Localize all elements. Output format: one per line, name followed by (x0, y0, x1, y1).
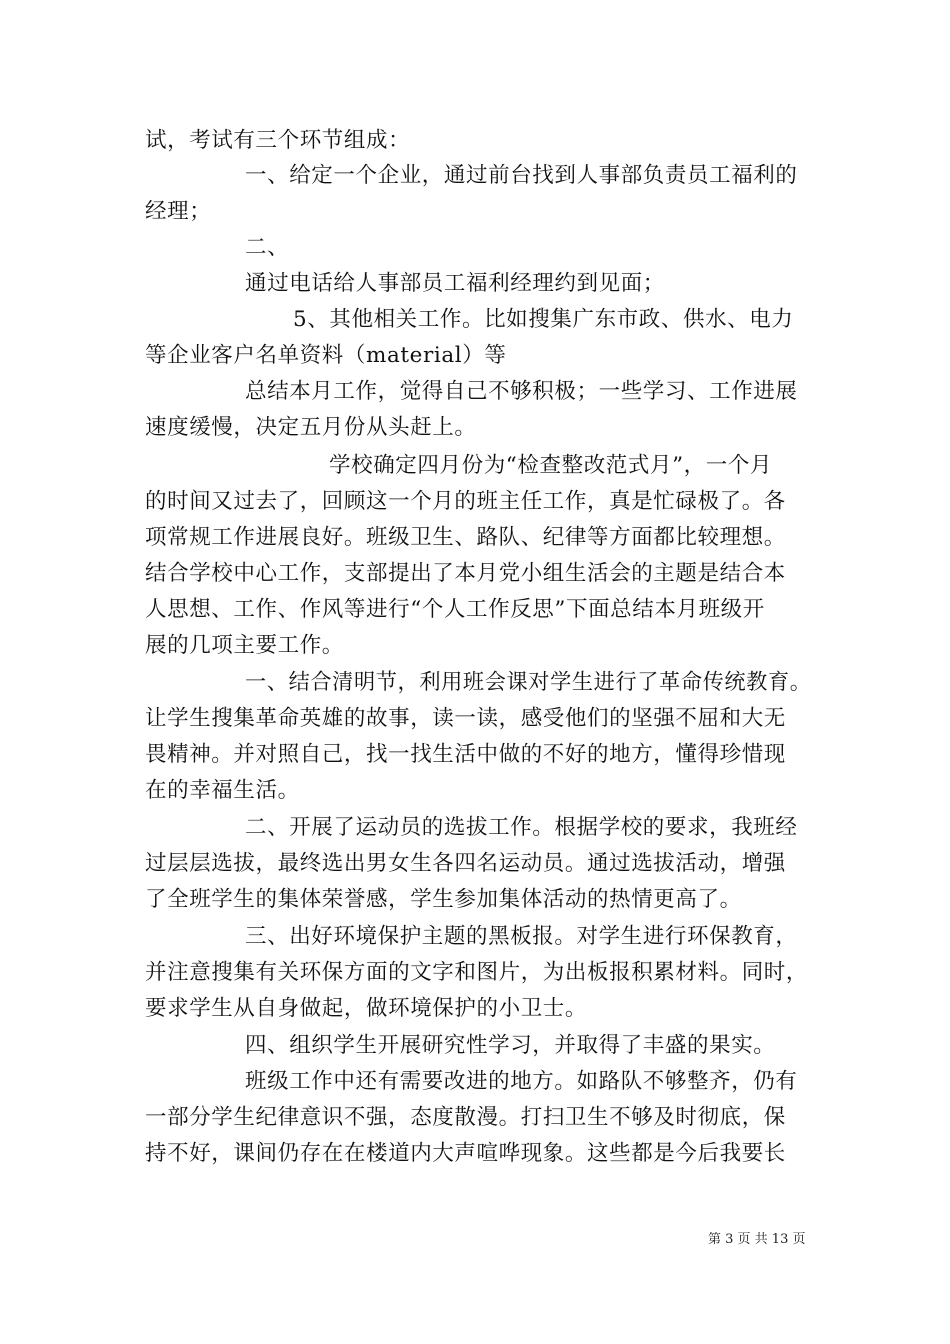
text-line: 一部分学生纪律意识不强，态度散漫。打扫卫生不够及时彻底，保 (145, 1105, 786, 1130)
text-line: 经理； (145, 199, 212, 224)
text-line: 三、出好环境保护主题的黑板报。对学生进行环保教育， (245, 924, 798, 949)
text-line: 一、给定一个企业，通过前台找到人事部负责员工福利的 (245, 163, 798, 188)
text-line: 5、其他相关工作。比如搜集广东市政、供水、电力 (293, 307, 794, 332)
text-line: 在的幸福生活。 (145, 778, 300, 803)
text-line: 了全班学生的集体荣誉感，学生参加集体活动的热情更高了。 (145, 887, 742, 912)
text-line: 等企业客户名单资料（material）等 (145, 343, 507, 368)
text-line: 班级工作中还有需要改进的地方。如路队不够整齐，仍有 (245, 1069, 798, 1094)
text-line: 展的几项主要工作。 (145, 633, 344, 658)
text-line: 过层层选拔，最终选出男女生各四名运动员。通过选拔活动，增强 (145, 851, 786, 876)
text-line: 二、开展了运动员的选拔工作。根据学校的要求，我班经 (245, 815, 798, 840)
text-line: 总结本月工作，觉得自己不够积极；一些学习、工作进展 (245, 379, 798, 404)
text-line: 人思想、工作、作风等进行“个人工作反思”下面总结本月班级开 (145, 597, 765, 622)
text-line: 让学生搜集革命英雄的故事，读一读，感受他们的坚强不屈和大无 (145, 706, 786, 731)
text-line: 通过电话给人事部员工福利经理约到见面； (245, 271, 665, 296)
text-line: 试，考试有三个环节组成： (145, 128, 411, 153)
text-line: 持不好，课间仍存在在楼道内大声喧哗现象。这些都是今后我要长 (145, 1141, 786, 1166)
text-line: 项常规工作进展良好。班级卫生、路队、纪律等方面都比较理想。 (145, 525, 786, 550)
text-line: 的时间又过去了，回顾这一个月的班主任工作，真是忙碌极了。各 (145, 489, 786, 514)
text-line: 四、组织学生开展研究性学习，并取得了丰盛的果实。 (245, 1033, 776, 1058)
text-line: 畏精神。并对照自己，找一找生活中做的不好的地方，懂得珍惜现 (145, 742, 786, 767)
text-line: 要求学生从自身做起，做环境保护的小卫士。 (145, 996, 588, 1021)
text-line: 学校确定四月份为“检查整改范式月”，一个月 (329, 453, 773, 478)
page-number: 第 3 页 共 13 页 (708, 1232, 806, 1247)
text-line: 并注意搜集有关环保方面的文字和图片，为出板报积累材料。同时， (145, 960, 809, 985)
text-line: 一、结合清明节，利用班会课对学生进行了革命传统教育。 (245, 670, 812, 695)
text-line: 结合学校中心工作，支部提出了本月党小组生活会的主题是结合本 (145, 561, 786, 586)
text-line: 速度缓慢，决定五月份从头赶上。 (145, 415, 477, 440)
text-line: 二、 (245, 235, 290, 260)
